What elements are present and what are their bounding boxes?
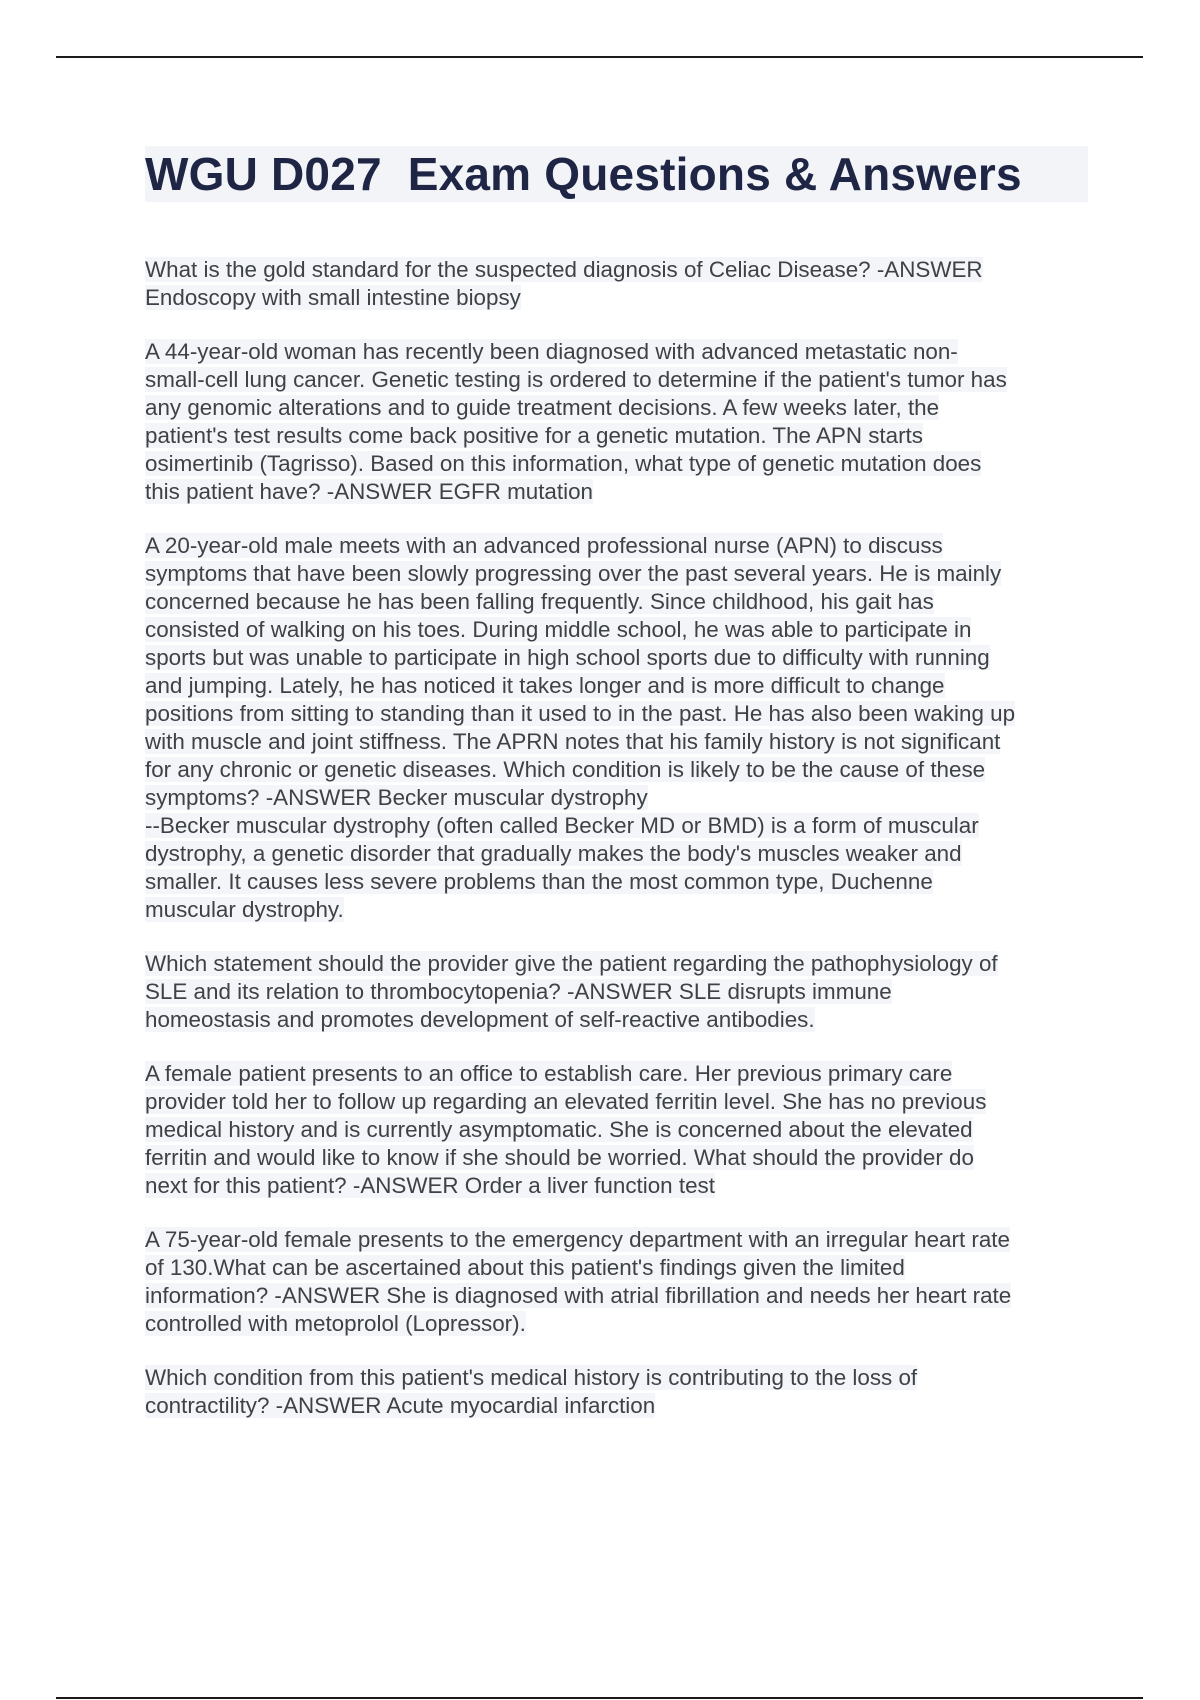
qa-item bbox=[145, 256, 1085, 312]
qa-line-text: A 44-year-old woman has recently been diagnosed with advanced metastatic non- bbox=[145, 339, 958, 364]
qa-line bbox=[145, 560, 1085, 588]
qa-line-text: consisted of walking on his toes. During middle school, he was able to participate in bbox=[145, 617, 972, 642]
qa-line-text: SLE and its relation to thrombocytopenia? -ANSWER SLE disrupts immune bbox=[145, 979, 892, 1004]
qa-line bbox=[145, 366, 1085, 394]
qa-line bbox=[145, 1144, 1085, 1172]
qa-line-text: next for this patient? -ANSWER Order a liver function test bbox=[145, 1173, 715, 1198]
qa-line bbox=[145, 1364, 1085, 1392]
qa-line bbox=[145, 1254, 1085, 1282]
qa-line-text: this patient have? -ANSWER EGFR mutation bbox=[145, 479, 593, 504]
qa-line bbox=[145, 422, 1085, 450]
qa-line bbox=[145, 588, 1085, 616]
qa-line bbox=[145, 256, 1085, 284]
qa-line bbox=[145, 450, 1085, 478]
qa-line bbox=[145, 672, 1085, 700]
qa-line bbox=[145, 1060, 1085, 1088]
qa-line bbox=[145, 532, 1085, 560]
qa-line-text: controlled with metoprolol (Lopressor). bbox=[145, 1311, 526, 1336]
qa-line bbox=[145, 1172, 1085, 1200]
qa-line-text: osimertinib (Tagrisso). Based on this information, what type of genetic mutation does bbox=[145, 451, 982, 476]
qa-line bbox=[145, 284, 1085, 312]
qa-line bbox=[145, 338, 1085, 366]
qa-line-text: positions from sitting to standing than it used to in the past. He has also been waking up bbox=[145, 701, 1016, 726]
qa-line-text: symptoms that have been slowly progressing over the past several years. He is mainly bbox=[145, 561, 1002, 586]
qa-line bbox=[145, 868, 1085, 896]
qa-line bbox=[145, 1310, 1085, 1338]
qa-item bbox=[145, 950, 1085, 1034]
qa-line-text: A 20-year-old male meets with an advanced professional nurse (APN) to discuss bbox=[145, 533, 943, 558]
qa-line-text: with muscle and joint stiffness. The APRN notes that his family history is not significant bbox=[145, 729, 1001, 754]
qa-line-text: concerned because he has been falling frequently. Since childhood, his gait has bbox=[145, 589, 934, 614]
qa-line bbox=[145, 700, 1085, 728]
qa-line bbox=[145, 616, 1085, 644]
qa-line bbox=[145, 784, 1085, 812]
qa-line-text: provider told her to follow up regarding an elevated ferritin level. She has no previous bbox=[145, 1089, 987, 1114]
qa-item bbox=[145, 1226, 1085, 1338]
qa-item bbox=[145, 338, 1085, 506]
qa-line-text: for any chronic or genetic diseases. Which condition is likely to be the cause of these bbox=[145, 757, 986, 782]
qa-line bbox=[145, 728, 1085, 756]
qa-line-text: of 130.What can be ascertained about this patient's findings given the limited bbox=[145, 1255, 905, 1280]
qa-line bbox=[145, 978, 1085, 1006]
qa-line bbox=[145, 950, 1085, 978]
qa-line-text: Endoscopy with small intestine biopsy bbox=[145, 285, 521, 310]
qa-line-text: smaller. It causes less severe problems than the most common type, Duchenne bbox=[145, 869, 933, 894]
qa-line-text: dystrophy, a genetic disorder that gradually makes the body's muscles weaker and bbox=[145, 841, 962, 866]
document-title: WGU D027 Exam Questions & Answers bbox=[145, 148, 1022, 200]
qa-line bbox=[145, 840, 1085, 868]
qa-line bbox=[145, 478, 1085, 506]
qa-line bbox=[145, 644, 1085, 672]
qa-item bbox=[145, 1060, 1085, 1200]
qa-line bbox=[145, 1088, 1085, 1116]
qa-item bbox=[145, 1364, 1085, 1420]
qa-line-text: Which statement should the provider give the patient regarding the pathophysiology of bbox=[145, 951, 998, 976]
qa-line-text: any genomic alterations and to guide treatment decisions. A few weeks later, the bbox=[145, 395, 940, 420]
qa-line-text: homeostasis and promotes development of self-reactive antibodies. bbox=[145, 1007, 815, 1032]
qa-line bbox=[145, 1282, 1085, 1310]
qa-line-text: small-cell lung cancer. Genetic testing is ordered to determine if the patient's tumor has bbox=[145, 367, 1007, 392]
qa-line-text: --Becker muscular dystrophy (often called Becker MD or BMD) is a form of muscular bbox=[145, 813, 979, 838]
bottom-rule bbox=[56, 1697, 1143, 1699]
qa-line-text: contractility? -ANSWER Acute myocardial infarction bbox=[145, 1393, 656, 1418]
qa-line bbox=[145, 1226, 1085, 1254]
qa-line-text: sports but was unable to participate in high school sports due to difficulty with running bbox=[145, 645, 990, 670]
qa-line bbox=[145, 394, 1085, 422]
qa-list bbox=[145, 256, 1085, 1446]
qa-line-text: A female patient presents to an office to establish care. Her previous primary care bbox=[145, 1061, 953, 1086]
qa-line-text: patient's test results come back positive for a genetic mutation. The APN starts bbox=[145, 423, 923, 448]
qa-line-text: information? -ANSWER She is diagnosed with atrial fibrillation and needs her heart rate bbox=[145, 1283, 1012, 1308]
qa-line-text: ferritin and would like to know if she should be worried. What should the provider do bbox=[145, 1145, 974, 1170]
qa-line-text: What is the gold standard for the suspected diagnosis of Celiac Disease? -ANSWER bbox=[145, 257, 983, 282]
qa-line-text: Which condition from this patient's medical history is contributing to the loss of bbox=[145, 1365, 918, 1390]
qa-line bbox=[145, 756, 1085, 784]
qa-line bbox=[145, 1116, 1085, 1144]
qa-line-text: muscular dystrophy. bbox=[145, 897, 344, 922]
qa-line bbox=[145, 1006, 1085, 1034]
top-rule bbox=[56, 56, 1143, 58]
qa-line-text: medical history and is currently asymptomatic. She is concerned about the elevated bbox=[145, 1117, 973, 1142]
qa-line bbox=[145, 896, 1085, 924]
qa-line-text: symptoms? -ANSWER Becker muscular dystrophy bbox=[145, 785, 648, 810]
qa-line bbox=[145, 1392, 1085, 1420]
qa-line bbox=[145, 812, 1085, 840]
qa-line-text: and jumping. Lately, he has noticed it takes longer and is more difficult to change bbox=[145, 673, 945, 698]
qa-line-text: A 75-year-old female presents to the emergency department with an irregular heart rate bbox=[145, 1227, 1010, 1252]
qa-item bbox=[145, 532, 1085, 924]
